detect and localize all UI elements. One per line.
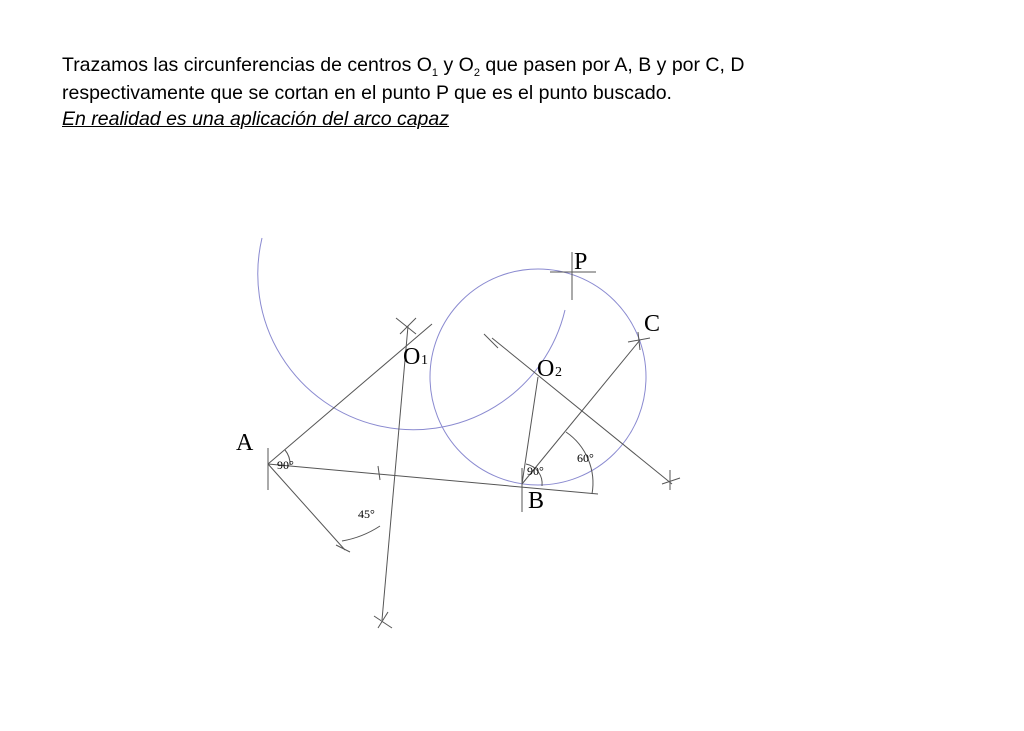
caption-line-2: respectivamente que se cortan en el punto P que es el punto buscado.: [62, 82, 672, 104]
angle-label-45: 45°: [358, 507, 375, 521]
line-a-45: [268, 464, 345, 550]
tick-ab-mid: [378, 466, 380, 480]
point-label-o1-subscript: 1: [421, 353, 428, 368]
caption-line-3: En realidad es una aplicación del arco capaz: [62, 108, 450, 130]
point-label-o2: O: [537, 356, 555, 382]
point-label-p: P: [574, 249, 588, 275]
caption-subscript-1: 1: [431, 66, 439, 79]
point-label-o1: O: [403, 344, 421, 370]
tick-45-end: [336, 545, 350, 552]
caption-text-1a: Trazamos las circunferencias de centros O: [62, 54, 432, 76]
segment-a-b: [268, 464, 598, 494]
bisector-ab: [382, 326, 408, 620]
caption-text-1b: y O: [438, 54, 474, 76]
caption-text-1c: que pasen por A, B y por C, D: [479, 54, 745, 76]
angle-label-60: 60°: [577, 451, 594, 465]
caption-subscript-2: 2: [473, 66, 480, 79]
angle-label-b-90: 90°: [527, 464, 544, 478]
point-label-a: A: [236, 430, 254, 456]
point-label-o2-subscript: 2: [555, 365, 562, 380]
arc-angle-45: [342, 526, 380, 541]
point-label-c: C: [644, 311, 661, 337]
angle-label-a-90: 90°: [277, 458, 294, 472]
tick-bisector-bottom-1: [374, 616, 392, 628]
point-label-b: B: [528, 488, 545, 514]
circle-o1: [258, 238, 565, 430]
